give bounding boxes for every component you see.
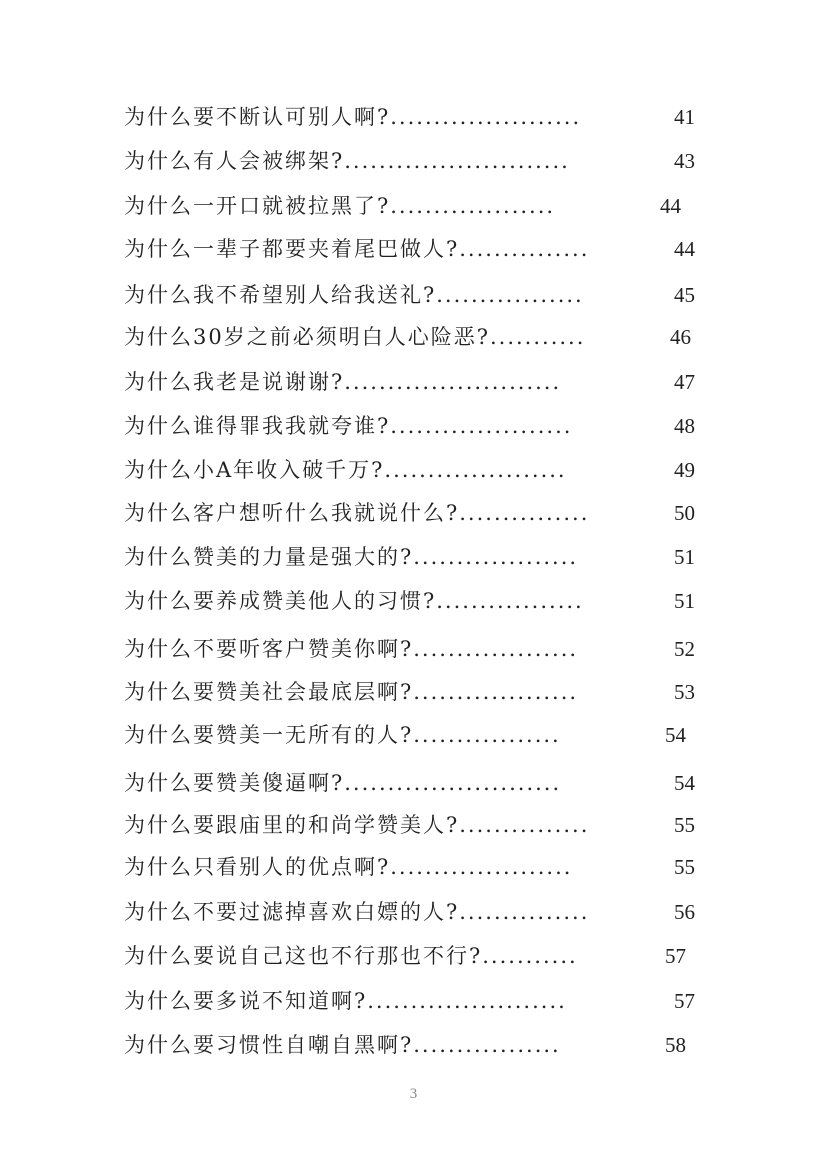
toc-entry-page: 57 [674,989,695,1013]
toc-entry-title: 为什么要赞美傻逼啊?......................... [124,771,562,795]
toc-entry-page: 51 [674,545,695,569]
toc-entry-page: 44 [674,237,695,261]
toc-entry-page: 54 [674,771,695,795]
toc-entry-title: 为什么一辈子都要夹着尾巴做人?............... [124,237,590,261]
toc-entry-title: 为什么小A年收入破千万?..................... [124,458,567,482]
toc-entry[interactable] [124,939,686,973]
toc-entry[interactable] [124,100,695,134]
toc-entry-page: 50 [674,501,695,525]
toc-entry[interactable] [124,675,695,709]
toc-entry-page: 56 [674,900,695,924]
toc-entry-page: 57 [665,944,686,968]
toc-entry-page: 58 [665,1033,686,1057]
toc-entry[interactable] [124,365,695,399]
toc-entry-page: 49 [674,458,695,482]
toc-entry[interactable] [124,584,695,618]
toc-entry[interactable] [124,718,686,752]
toc-entry-title: 为什么要养成赞美他人的习惯?................. [124,589,584,613]
toc-entry-page: 45 [674,283,695,307]
toc-entry[interactable] [124,453,695,487]
toc-entry-page: 48 [674,414,695,438]
toc-entry-title: 为什么要说自己这也不行那也不行?........... [124,944,578,968]
toc-entry-title: 为什么要赞美一无所有的人?................. [124,723,561,747]
toc-entry-title: 为什么要习惯性自嘲自黑啊?................. [124,1033,561,1057]
toc-entry[interactable] [124,632,695,666]
toc-entry[interactable] [124,540,695,574]
toc-entry-page: 54 [665,723,686,747]
toc-entry[interactable] [124,496,695,530]
toc-entry-title: 为什么要跟庙里的和尚学赞美人?............... [124,813,590,837]
toc-entry-title: 为什么要不断认可别人啊?...................... [124,105,582,129]
toc-entry-title: 为什么要多说不知道啊?....................... [124,989,567,1013]
toc-entry[interactable] [124,984,695,1018]
toc-entry[interactable] [124,189,681,223]
toc-entry[interactable] [124,850,695,884]
toc-entry-title: 为什么要赞美社会最底层啊?................... [124,680,579,704]
toc-entry[interactable] [124,808,695,842]
toc-entry[interactable] [124,409,695,443]
toc-entry[interactable] [124,144,695,178]
toc-entry-page: 53 [674,680,695,704]
toc-entry-title: 为什么赞美的力量是强大的?................... [124,545,579,569]
toc-entry[interactable] [124,320,691,354]
toc-entry-title: 为什么只看别人的优点啊?..................... [124,855,573,879]
toc-entry[interactable] [124,766,695,800]
toc-entry-page: 47 [674,370,695,394]
page-number: 3 [409,1086,418,1102]
toc-entry-page: 55 [674,813,695,837]
toc-entry-title: 为什么客户想听什么我就说什么?............... [124,501,590,525]
toc-entry-page: 52 [674,637,695,661]
toc-entry-title: 为什么一开口就被拉黑了?................... [124,194,556,218]
toc-entry-title: 为什么我不希望别人给我送礼?................. [124,283,584,307]
toc-entry[interactable] [124,232,695,266]
toc-entry-page: 46 [670,325,691,349]
toc-entry-title: 为什么有人会被绑架?.......................... [124,149,570,173]
toc-entry-page: 44 [660,194,681,218]
toc-entry-page: 55 [674,855,695,879]
toc-entry-page: 51 [674,589,695,613]
toc-entry-title: 为什么30岁之前必须明白人心险恶?........... [124,325,586,349]
toc-entry-title: 为什么不要听客户赞美你啊?................... [124,637,579,661]
toc-entry-title: 为什么不要过滤掉喜欢白嫖的人?............... [124,900,590,924]
toc-entry-title: 为什么我老是说谢谢?......................... [124,370,562,394]
toc-entry-page: 41 [674,105,695,129]
toc-entry[interactable] [124,895,695,929]
toc-entry[interactable] [124,1028,686,1062]
toc-entry[interactable] [124,278,695,312]
toc-entry-title: 为什么谁得罪我我就夸谁?..................... [124,414,573,438]
toc-entry-page: 43 [674,149,695,173]
